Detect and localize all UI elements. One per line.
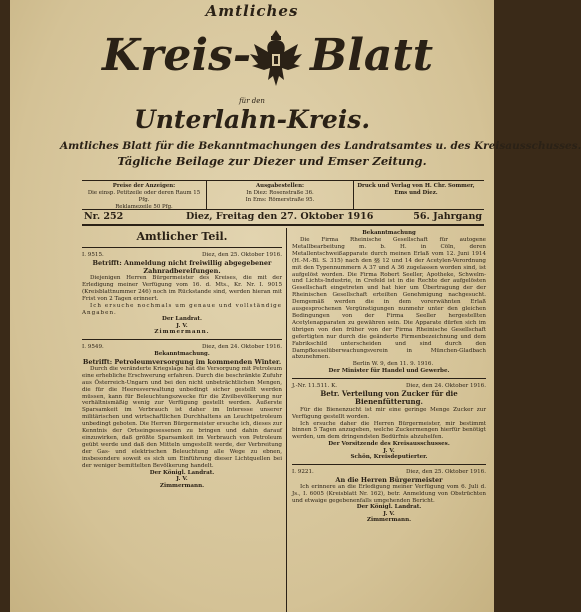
masthead-subtitle: Unterlahn-Kreis.: [133, 105, 371, 134]
article-1-ref-line: [82, 251, 282, 259]
notice-2-signature-3: Schön, Kreisdeputierter.: [350, 454, 428, 461]
info-prices-title: Preise der Anzeigen:: [112, 183, 176, 189]
notice-2-heading: Betr. Verteilung von Zucker für die Bienenfütterung.: [320, 388, 458, 407]
notice-1-signature: Der Minister für Handel und Gewerbe.: [328, 368, 450, 375]
info-outlets: [207, 181, 354, 209]
notice-3-date: Diez, den 25. Oktober 1916.: [406, 468, 486, 475]
article-1-date: Diez, den 25. Oktober 1916.: [202, 252, 282, 258]
article-1-heading: Betrifft: Anmeldung nicht freiwillig abgegebener Zahnradbereifungen.: [92, 259, 272, 275]
notice-3-signature-2: J. V.: [383, 510, 395, 517]
info-outlets-line2: In Ems: Römerstraße 95.: [245, 197, 315, 203]
rule: [82, 339, 282, 340]
info-publisher: [354, 181, 478, 209]
article-2-heading: Betrifft: Petroleumversorgung im kommenden Winter.: [82, 357, 282, 366]
article-1-signature-3: Zimmermann.: [154, 329, 210, 336]
issue-date: Diez, Freitag den 27. Oktober 1916: [186, 211, 374, 222]
notice-3-heading: An die Herren Bürgermeister: [335, 475, 443, 484]
article-1-signature-1: Der Landrat.: [162, 316, 202, 323]
article-2-date: Diez, den 24. Oktober 1916.: [202, 343, 282, 350]
article-1-body-2: Ich ersuche nochmals um genaue und vollständige Angaben.: [82, 302, 282, 316]
notice-3-ref-line: [292, 468, 486, 476]
notice-1-place: Berlin W. 9, den 11. 9. 1916.: [352, 361, 434, 368]
notice-3-body: Ich erinnere an die Erledigung meiner Verfügung vom 6. Juli d. Js., I. 6005 (Kreisblatt Nr. 162), betr. Anmeldung von Obstrüchten und etwaige gegebenenfalls umgehenden Bericht.: [292, 483, 486, 504]
info-bar: [82, 180, 484, 210]
issue-number: Nr. 252: [84, 211, 124, 222]
article-2-ref: I. 9549.: [82, 343, 104, 350]
info-prices-line2: Reklamezeile 50 Pfg.: [115, 204, 173, 210]
left-column: [82, 230, 282, 489]
info-prices-line1: Die einsp. Petitzeile oder deren Raum 15 Pfg.: [87, 190, 201, 203]
column-divider: [286, 228, 287, 612]
issue-year: 56. Jahrgang: [413, 211, 482, 222]
notice-2-body-2: Ich ersuche daher die Herren Bürgermeister, mir bestimmt binnen 5 Tagen anzugeben, welche Zuckermengen hierfür benötigt werden, um dem dringendsten Bedürfnis abzuhelfen.: [292, 420, 486, 441]
notice-2-ref: J.-Nr. 11.511. K.: [292, 382, 338, 389]
article-1-signature-2: J. V.: [176, 322, 188, 329]
newspaper-page: [10, 0, 581, 612]
notice-2-body: Für die Bienenzucht ist mir eine geringe Menge Zucker zur Verfügung gestellt worden.: [292, 406, 486, 420]
info-outlets-title: Ausgabestellen:: [256, 183, 304, 189]
notice-2-date: Diez, den 24. Oktober 1916.: [406, 382, 486, 389]
article-2-label: Bekanntmachung.: [154, 350, 210, 357]
masthead-fuer-den: für den: [239, 97, 265, 105]
dateline: [82, 210, 484, 226]
article-1-body: Diejenigen Herren Bürgermeister des Kreises, die mit der Erledigung meiner Verfügung vom 16. d. Mts., Kr. Nr. I. 9015 (Kreisblattnummer 246) noch im Rückstande sind, werden hieran mit Frist von 2 Tagen erinnert.: [82, 275, 282, 302]
article-2-ref-line: [82, 343, 282, 351]
info-outlets-line1: In Diez: Rosenstraße 36.: [246, 190, 314, 196]
notice-1-label: Bekanntmachung: [362, 230, 416, 236]
masthead-pre-title: Amtliches: [205, 2, 299, 20]
article-1-ref: I. 9515.: [82, 252, 104, 258]
notice-1-body: Die Firma Rheinische Gesellschaft für autogene Metallbearbeitung m. b. H. in Cöln, deren Metallentschweißapparate durch meinen Erlaß vom 12. Juni 1914 (H.-M.-Bl. S. 315) nach den §§ 12 und 14 der Acetylen-Verordnung mit den Typennummern A 37 und A 36 zugelassen worden sind, ist aufgelöst worden. Die Firma Robert Seeller, Apotheke, Schwelm- und Lichts-Industrie, in Crefeld ist in die Rechte der aufgelösten Gesellschaft eingetreten und hat hier um Übertragung der der Rheinischen Gesellschaft erteilten Genehmigung nachgesucht. Demgemäß werden die in dem vorerwähnten Erlaß ausgesprochenen Vergünstigungen nunmehr unter den gleichen Bedingungen von der Firma Seeller hergestellten Acetylenapparaten zu gewähren sein. Die Apparate dürfen sich im übrigen von den früher von der Firma Rheinische Gesellschaft gefertigten nur durch die geänderte Firmenbezeichnung und dem Fabrikschild unterscheiden und sind durch den Dampfkesselüberwachungsverein in München-Gladbach abzunehmen.: [292, 237, 486, 361]
rule: [292, 464, 486, 465]
rule: [292, 378, 486, 379]
info-publisher-line1: Druck und Verlag von H. Chr. Sommer,: [357, 183, 475, 189]
article-2-signature-3: Zimmermann.: [159, 482, 205, 489]
notice-3-signature-1: Der Königl. Landrat.: [356, 504, 422, 511]
right-column: [292, 230, 486, 524]
notice-3-ref: I. 9221.: [292, 468, 314, 475]
article-2-signature-1: Der Königl. Landrat.: [149, 469, 215, 476]
rule: [82, 247, 282, 248]
article-2-signature-2: J. V.: [176, 476, 188, 483]
info-prices: [82, 181, 207, 209]
eagle-crest-icon: [246, 26, 306, 92]
masthead-tagline-2: Tägliche Beilage zur Diezer und Emser Zeitung.: [117, 154, 427, 168]
info-publisher-line2: Ems und Diez.: [394, 190, 438, 196]
masthead-tagline-1: Amtliches Blatt für die Bekanntmachungen des Landratsamtes u. des Kreisausschusses.: [60, 140, 581, 152]
notice-3-signature-3: Zimmermann.: [366, 517, 412, 524]
article-2-body: Durch die veränderte Kriegslage hat die Versorgung mit Petroleum eine erhebliche Erschwerung erfahren. Durch die beschränkte Zufuhr aus Österreich-Ungarn und bei den nicht unbeträchtlichen Mengen, die für die Heeresverwaltung unbedingt sicher gestellt werden müssen, kann für Beleuchtungszwecke für die Zivilbevölkerung nur verhältnismäßig wenig zur Verfügung gestellt werden. Äußerste Sparsamkeit im Verbrauch ist daher im Interesse unserer militärischen und wirtschaftlichen Durchhaltens an Leuchtpetroleum unbedingt geboten. Die Herren Bürgermeister ersuche ich, dieses zur Kenntnis der Ortseingesessenen zu bringen und dahin darauf einzuwirken, daß größte Sparsamkeit im Verbrauch von Petroleum geübt werde und daß den Mitteln umgestellt werde, der Verbreitung der Gas- und elektrischen Beleuchtung alle Wege zu ebnen, insbesondere soweit es sich um Einführung dieser Lichtquellen bei der weniger bemittelten Bevölkerung handelt.: [82, 365, 282, 469]
section-title: Amtlicher Teil.: [136, 230, 228, 243]
masthead-title-right: Blatt: [310, 30, 434, 81]
notice-2-signature-2: J. V.: [383, 447, 395, 454]
masthead-title-left: Kreis-: [102, 30, 252, 81]
notice-2-signature-1: Der Vorsitzende des Kreisausschusses.: [328, 441, 450, 448]
